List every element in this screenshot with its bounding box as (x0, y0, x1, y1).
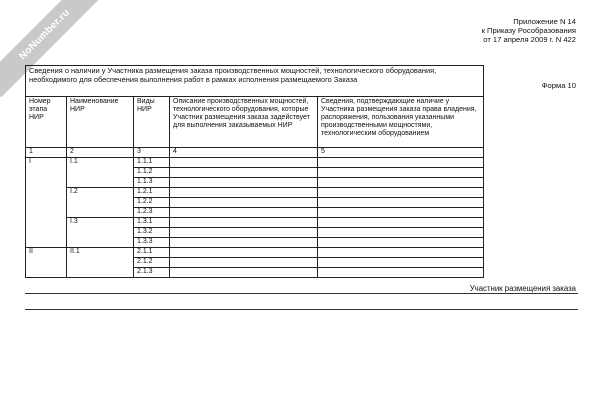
column-number: 4 (170, 148, 318, 158)
type-cell: 1.2.1 (134, 188, 170, 198)
appendix-line-3: от 17 апреля 2009 г. N 422 (483, 35, 576, 45)
table-row (26, 158, 484, 168)
type-cell: 2.1.2 (134, 258, 170, 268)
type-cell: 1.2.2 (134, 198, 170, 208)
table-header-row (26, 97, 484, 148)
type-cell: 2.1.1 (134, 248, 170, 258)
confirmation-cell[interactable] (318, 158, 484, 168)
confirmation-cell[interactable] (318, 198, 484, 208)
header-description: Описание производственных мощностей, технологического оборудования, которые Участник размещения заказа задействует для выполнения заказываемых НИР (170, 97, 318, 148)
column-number: 2 (67, 148, 134, 158)
type-cell: 1.3.1 (134, 218, 170, 228)
confirmation-cell[interactable] (318, 258, 484, 268)
column-number: 5 (318, 148, 484, 158)
confirmation-cell[interactable] (318, 228, 484, 238)
appendix-line-1: Приложение N 14 (513, 17, 576, 26)
description-cell[interactable] (170, 268, 318, 278)
form-label: Форма 10 (541, 81, 576, 90)
signature-line (25, 309, 578, 310)
nir-cell: I.1 (67, 158, 134, 188)
watermark: NoNumber.ru (0, 0, 107, 97)
type-cell: 2.1.3 (134, 268, 170, 278)
appendix-line-2: к Приказу Рособразования (481, 26, 576, 36)
confirmation-cell[interactable] (318, 178, 484, 188)
confirmation-cell[interactable] (318, 218, 484, 228)
capacity-table (25, 65, 484, 278)
type-cell: 1.3.2 (134, 228, 170, 238)
description-cell[interactable] (170, 258, 318, 268)
signature-label: Участник размещения заказа (469, 284, 576, 293)
header-nir-types: Виды НИР (134, 97, 170, 148)
description-cell[interactable] (170, 208, 318, 218)
table-row (26, 188, 484, 198)
table-title-row (26, 66, 484, 97)
stage-cell: I (26, 158, 67, 248)
description-cell[interactable] (170, 238, 318, 248)
type-cell: 1.3.3 (134, 238, 170, 248)
confirmation-cell[interactable] (318, 208, 484, 218)
column-number: 1 (26, 148, 67, 158)
description-cell[interactable] (170, 158, 318, 168)
nir-cell: II.1 (67, 248, 134, 278)
header-confirmation: Сведения, подтверждающие наличие у Участника размещения заказа права владения, распоряжения, пользования указанными производственными мощностями, технологическим оборудованием (318, 97, 484, 148)
type-cell: 1.2.3 (134, 208, 170, 218)
type-cell: 1.1.1 (134, 158, 170, 168)
appendix-header (436, 17, 576, 45)
confirmation-cell[interactable] (318, 188, 484, 198)
header-stage-number: Номер этапа НИР (26, 97, 67, 148)
type-cell: 1.1.2 (134, 168, 170, 178)
column-number-row (26, 148, 484, 158)
type-cell: 1.1.3 (134, 178, 170, 188)
table-row (26, 218, 484, 228)
description-cell[interactable] (170, 248, 318, 258)
description-cell[interactable] (170, 168, 318, 178)
description-cell[interactable] (170, 188, 318, 198)
divider (25, 293, 578, 294)
table-row (26, 248, 484, 258)
stage-cell: II (26, 248, 67, 278)
confirmation-cell[interactable] (318, 238, 484, 248)
column-number: 3 (134, 148, 170, 158)
confirmation-cell[interactable] (318, 248, 484, 258)
header-nir-name: Наименование НИР (67, 97, 134, 148)
nir-cell: I.2 (67, 188, 134, 218)
description-cell[interactable] (170, 198, 318, 208)
confirmation-cell[interactable] (318, 168, 484, 178)
confirmation-cell[interactable] (318, 268, 484, 278)
description-cell[interactable] (170, 218, 318, 228)
description-cell[interactable] (170, 228, 318, 238)
nir-cell: I.3 (67, 218, 134, 248)
description-cell[interactable] (170, 178, 318, 188)
table-title: Сведения о наличии у Участника размещения заказа производственных мощностей, технологического оборудования, необходимого для обеспечения выполнения работ в рамках исполнения размещаемого Заказа (26, 66, 484, 97)
